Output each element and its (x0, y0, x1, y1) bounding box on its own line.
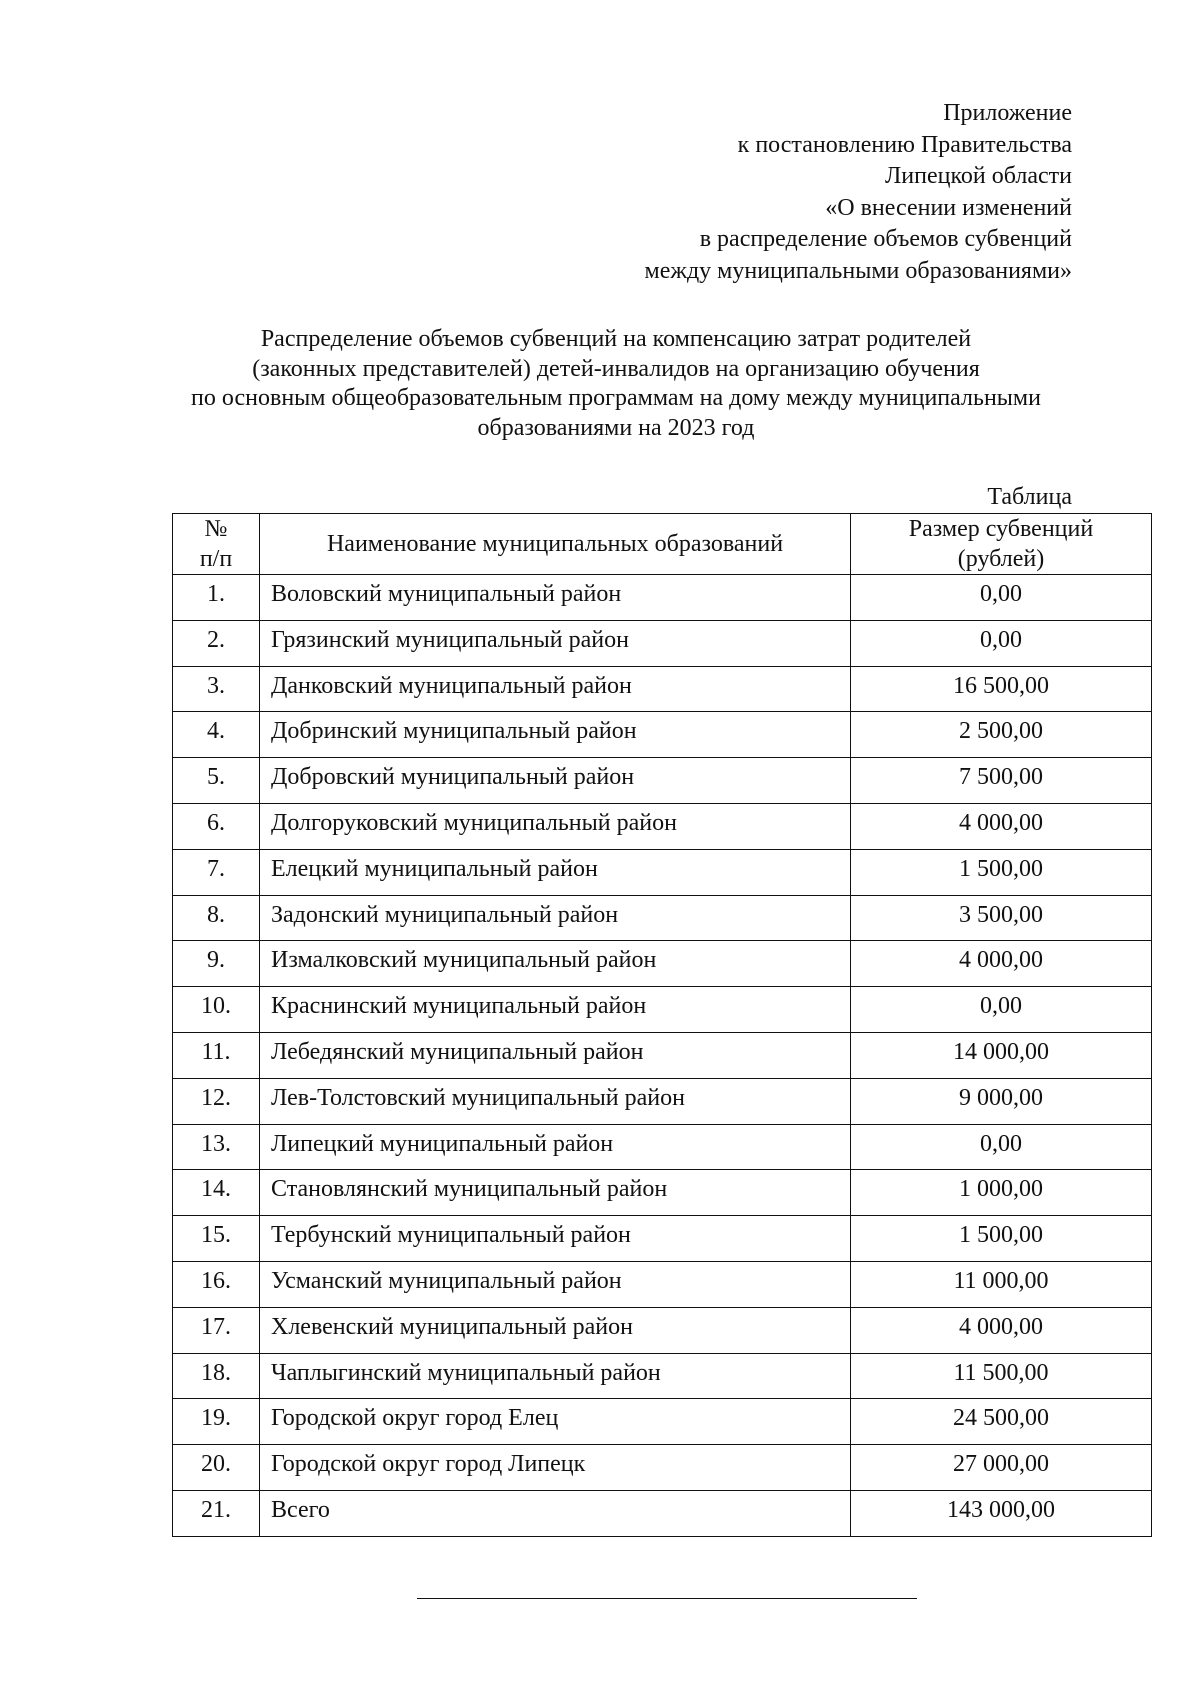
row-municipality-cell (260, 1307, 851, 1353)
appendix-header (645, 98, 1072, 287)
row-number: 14. (201, 1176, 231, 1203)
row-number: 6. (207, 809, 225, 836)
row-subsidy-value-cell (851, 849, 1152, 895)
row-subsidy-value: 2 500,00 (959, 718, 1043, 745)
header-value (851, 514, 1152, 575)
row-number: 1. (207, 581, 225, 607)
row-number: 20. (201, 1451, 231, 1478)
row-municipality-cell (260, 941, 851, 987)
row-number: 18. (201, 1359, 231, 1386)
row-municipality-cell (260, 1353, 851, 1399)
row-municipality-cell (260, 803, 851, 849)
row-subsidy-value-cell (851, 712, 1152, 758)
row-subsidy-value-cell (851, 620, 1152, 666)
row-number-cell (173, 712, 260, 758)
row-number-cell (173, 1170, 260, 1216)
row-subsidy-value-cell (851, 1445, 1152, 1491)
header-num (173, 514, 260, 575)
appendix-line: в распределение объемов субвенций (699, 226, 1072, 252)
row-subsidy-value-cell (851, 575, 1152, 621)
row-subsidy-value-cell (851, 1032, 1152, 1078)
title-line: Распределение объемов субвенций на компенсацию затрат родителей (260, 326, 972, 352)
header-num-line1: № (204, 516, 228, 542)
row-municipality-cell (260, 712, 851, 758)
row-number: 10. (201, 993, 231, 1020)
row-municipality: Добровский муниципальный район (271, 764, 635, 791)
row-subsidy-value-cell (851, 666, 1152, 712)
row-subsidy-value-cell (851, 1490, 1152, 1536)
row-number-cell (173, 758, 260, 804)
row-subsidy-value: 14 000,00 (953, 1038, 1049, 1065)
row-number: 5. (207, 764, 225, 791)
row-municipality-cell (260, 758, 851, 804)
row-subsidy-value-cell (851, 803, 1152, 849)
row-municipality: Тербунский муниципальный район (271, 1222, 631, 1249)
row-number-cell (173, 1216, 260, 1262)
header-value-line1: Размер субвенций (908, 516, 1094, 542)
row-number: 2. (207, 626, 225, 653)
row-municipality-cell (260, 620, 851, 666)
row-number-cell (173, 803, 260, 849)
row-municipality-cell (260, 1445, 851, 1491)
row-municipality: Данковский муниципальный район (271, 672, 632, 699)
row-municipality: Грязинский муниципальный район (271, 626, 629, 653)
row-subsidy-value: 1 000,00 (959, 1176, 1043, 1203)
row-number: 15. (201, 1222, 231, 1249)
row-subsidy-value: 7 500,00 (959, 764, 1043, 791)
row-subsidy-value-cell (851, 1216, 1152, 1262)
row-municipality: Городской округ город Елец (271, 1405, 559, 1432)
row-municipality-cell (260, 666, 851, 712)
row-municipality: Чаплыгинский муниципальный район (271, 1359, 661, 1386)
table-row (173, 1216, 1152, 1262)
row-number-cell (173, 1307, 260, 1353)
row-number: 11. (201, 1038, 231, 1065)
row-municipality-cell (260, 575, 851, 621)
row-number: 9. (207, 947, 225, 974)
row-municipality: Хлевенский муниципальный район (271, 1313, 633, 1340)
row-number-cell (173, 849, 260, 895)
row-subsidy-value-cell (851, 1399, 1152, 1445)
row-number: 3. (207, 672, 225, 699)
row-number-cell (173, 987, 260, 1033)
row-subsidy-value: 1 500,00 (959, 855, 1043, 882)
table-row (173, 895, 1152, 941)
row-number-cell (173, 1261, 260, 1307)
table-row (173, 620, 1152, 666)
row-municipality: Становлянский муниципальный район (271, 1176, 668, 1203)
table-row (173, 712, 1152, 758)
row-municipality-cell (260, 1078, 851, 1124)
row-municipality-cell (260, 1399, 851, 1445)
appendix-line: Липецкой области (885, 163, 1072, 189)
row-municipality-cell (260, 1261, 851, 1307)
row-subsidy-value: 24 500,00 (953, 1405, 1049, 1432)
row-municipality: Задонский муниципальный район (271, 901, 619, 928)
row-municipality: Долгоруковский муниципальный район (271, 809, 677, 836)
row-municipality: Измалковский муниципальный район (271, 947, 657, 974)
row-number-cell (173, 1490, 260, 1536)
row-number-cell (173, 1124, 260, 1170)
row-municipality: Воловский муниципальный район (271, 581, 622, 607)
row-subsidy-value-cell (851, 941, 1152, 987)
appendix-line: «О внесении изменений (825, 194, 1072, 221)
table-row (173, 1032, 1152, 1078)
row-number: 16. (201, 1267, 231, 1294)
table-row (173, 1307, 1152, 1353)
row-municipality-cell (260, 987, 851, 1033)
row-municipality: Добринский муниципальный район (271, 718, 637, 745)
row-subsidy-value: 0,00 (980, 581, 1022, 607)
header-value-line2: (рублей) (957, 546, 1045, 572)
row-municipality-cell (260, 1032, 851, 1078)
row-number: 13. (201, 1130, 231, 1157)
table-row (173, 1078, 1152, 1124)
table-row (173, 758, 1152, 804)
row-subsidy-value-cell (851, 1307, 1152, 1353)
bottom-divider (417, 1598, 917, 1599)
row-subsidy-value: 3 500,00 (959, 901, 1043, 928)
row-number-cell (173, 1399, 260, 1445)
row-municipality: Усманский муниципальный район (271, 1267, 622, 1294)
row-subsidy-value-cell (851, 1124, 1152, 1170)
table-row (173, 666, 1152, 712)
appendix-line: Приложение (943, 100, 1072, 126)
appendix-line: между муниципальными образованиями» (644, 257, 1072, 284)
row-municipality-cell (260, 895, 851, 941)
row-number-cell (173, 1078, 260, 1124)
row-subsidy-value: 4 000,00 (959, 809, 1043, 836)
appendix-line: к постановлению Правительства (737, 131, 1072, 158)
row-number-cell (173, 575, 260, 621)
table-row (173, 1124, 1152, 1170)
row-subsidy-value: 4 000,00 (959, 947, 1043, 974)
row-number-cell (173, 1445, 260, 1491)
table-row (173, 803, 1152, 849)
table-row (173, 1490, 1152, 1536)
row-subsidy-value-cell (851, 1078, 1152, 1124)
row-subsidy-value: 16 500,00 (953, 672, 1049, 699)
row-subsidy-value: 27 000,00 (953, 1451, 1049, 1478)
row-municipality: Всего (271, 1496, 330, 1523)
title-line: образованиями на 2023 год (477, 414, 755, 441)
row-subsidy-value-cell (851, 895, 1152, 941)
row-number-cell (173, 895, 260, 941)
row-subsidy-value: 11 500,00 (953, 1359, 1049, 1386)
row-subsidy-value: 1 500,00 (959, 1222, 1043, 1249)
table-caption: Таблица (987, 484, 1072, 510)
table-row (173, 1170, 1152, 1216)
table-row (173, 1261, 1152, 1307)
row-number: 8. (207, 901, 225, 928)
row-number-cell (173, 941, 260, 987)
row-municipality: Городской округ город Липецк (271, 1451, 586, 1478)
row-municipality: Лебедянский муниципальный район (271, 1038, 644, 1065)
row-subsidy-value-cell (851, 1261, 1152, 1307)
row-subsidy-value: 4 000,00 (959, 1313, 1043, 1340)
row-subsidy-value: 11 000,00 (953, 1267, 1049, 1294)
row-municipality-cell (260, 1216, 851, 1262)
subsidy-table (172, 513, 1152, 1537)
row-subsidy-value: 143 000,00 (947, 1496, 1055, 1523)
row-number-cell (173, 1032, 260, 1078)
row-municipality: Елецкий муниципальный район (271, 855, 598, 882)
row-subsidy-value-cell (851, 987, 1152, 1033)
table-row (173, 1399, 1152, 1445)
row-subsidy-value: 0,00 (980, 1130, 1022, 1157)
header-name: Наименование муниципальных образований (260, 514, 851, 575)
row-municipality-cell (260, 1170, 851, 1216)
row-number-cell (173, 1353, 260, 1399)
row-municipality-cell (260, 849, 851, 895)
title-line: (законных представителей) детей-инвалидов на организацию обучения (252, 355, 980, 382)
row-subsidy-value-cell (851, 1353, 1152, 1399)
table-header-row (173, 514, 1152, 575)
row-number: 21. (201, 1496, 231, 1523)
row-number: 17. (201, 1313, 231, 1340)
row-number-cell (173, 620, 260, 666)
header-num-line2: п/п (199, 546, 233, 572)
row-number-cell (173, 666, 260, 712)
row-subsidy-value: 9 000,00 (959, 1084, 1043, 1111)
table-row (173, 575, 1152, 621)
row-number: 4. (207, 718, 225, 745)
row-subsidy-value: 0,00 (980, 993, 1022, 1020)
title-line: по основным общеобразовательным программам на дому между муниципальными (191, 385, 1041, 411)
row-subsidy-value-cell (851, 1170, 1152, 1216)
table-row (173, 941, 1152, 987)
document-title (160, 325, 1072, 443)
row-municipality: Лев-Толстовский муниципальный район (271, 1084, 685, 1111)
row-municipality-cell (260, 1124, 851, 1170)
table-row (173, 987, 1152, 1033)
row-municipality: Краснинский муниципальный район (271, 993, 647, 1020)
row-subsidy-value-cell (851, 758, 1152, 804)
table-row (173, 849, 1152, 895)
row-number: 19. (201, 1405, 231, 1432)
row-number: 7. (207, 855, 225, 882)
table-row (173, 1445, 1152, 1491)
row-municipality: Липецкий муниципальный район (271, 1130, 614, 1157)
row-number: 12. (201, 1084, 231, 1111)
table-row (173, 1353, 1152, 1399)
row-municipality-cell (260, 1490, 851, 1536)
row-subsidy-value: 0,00 (980, 626, 1022, 653)
